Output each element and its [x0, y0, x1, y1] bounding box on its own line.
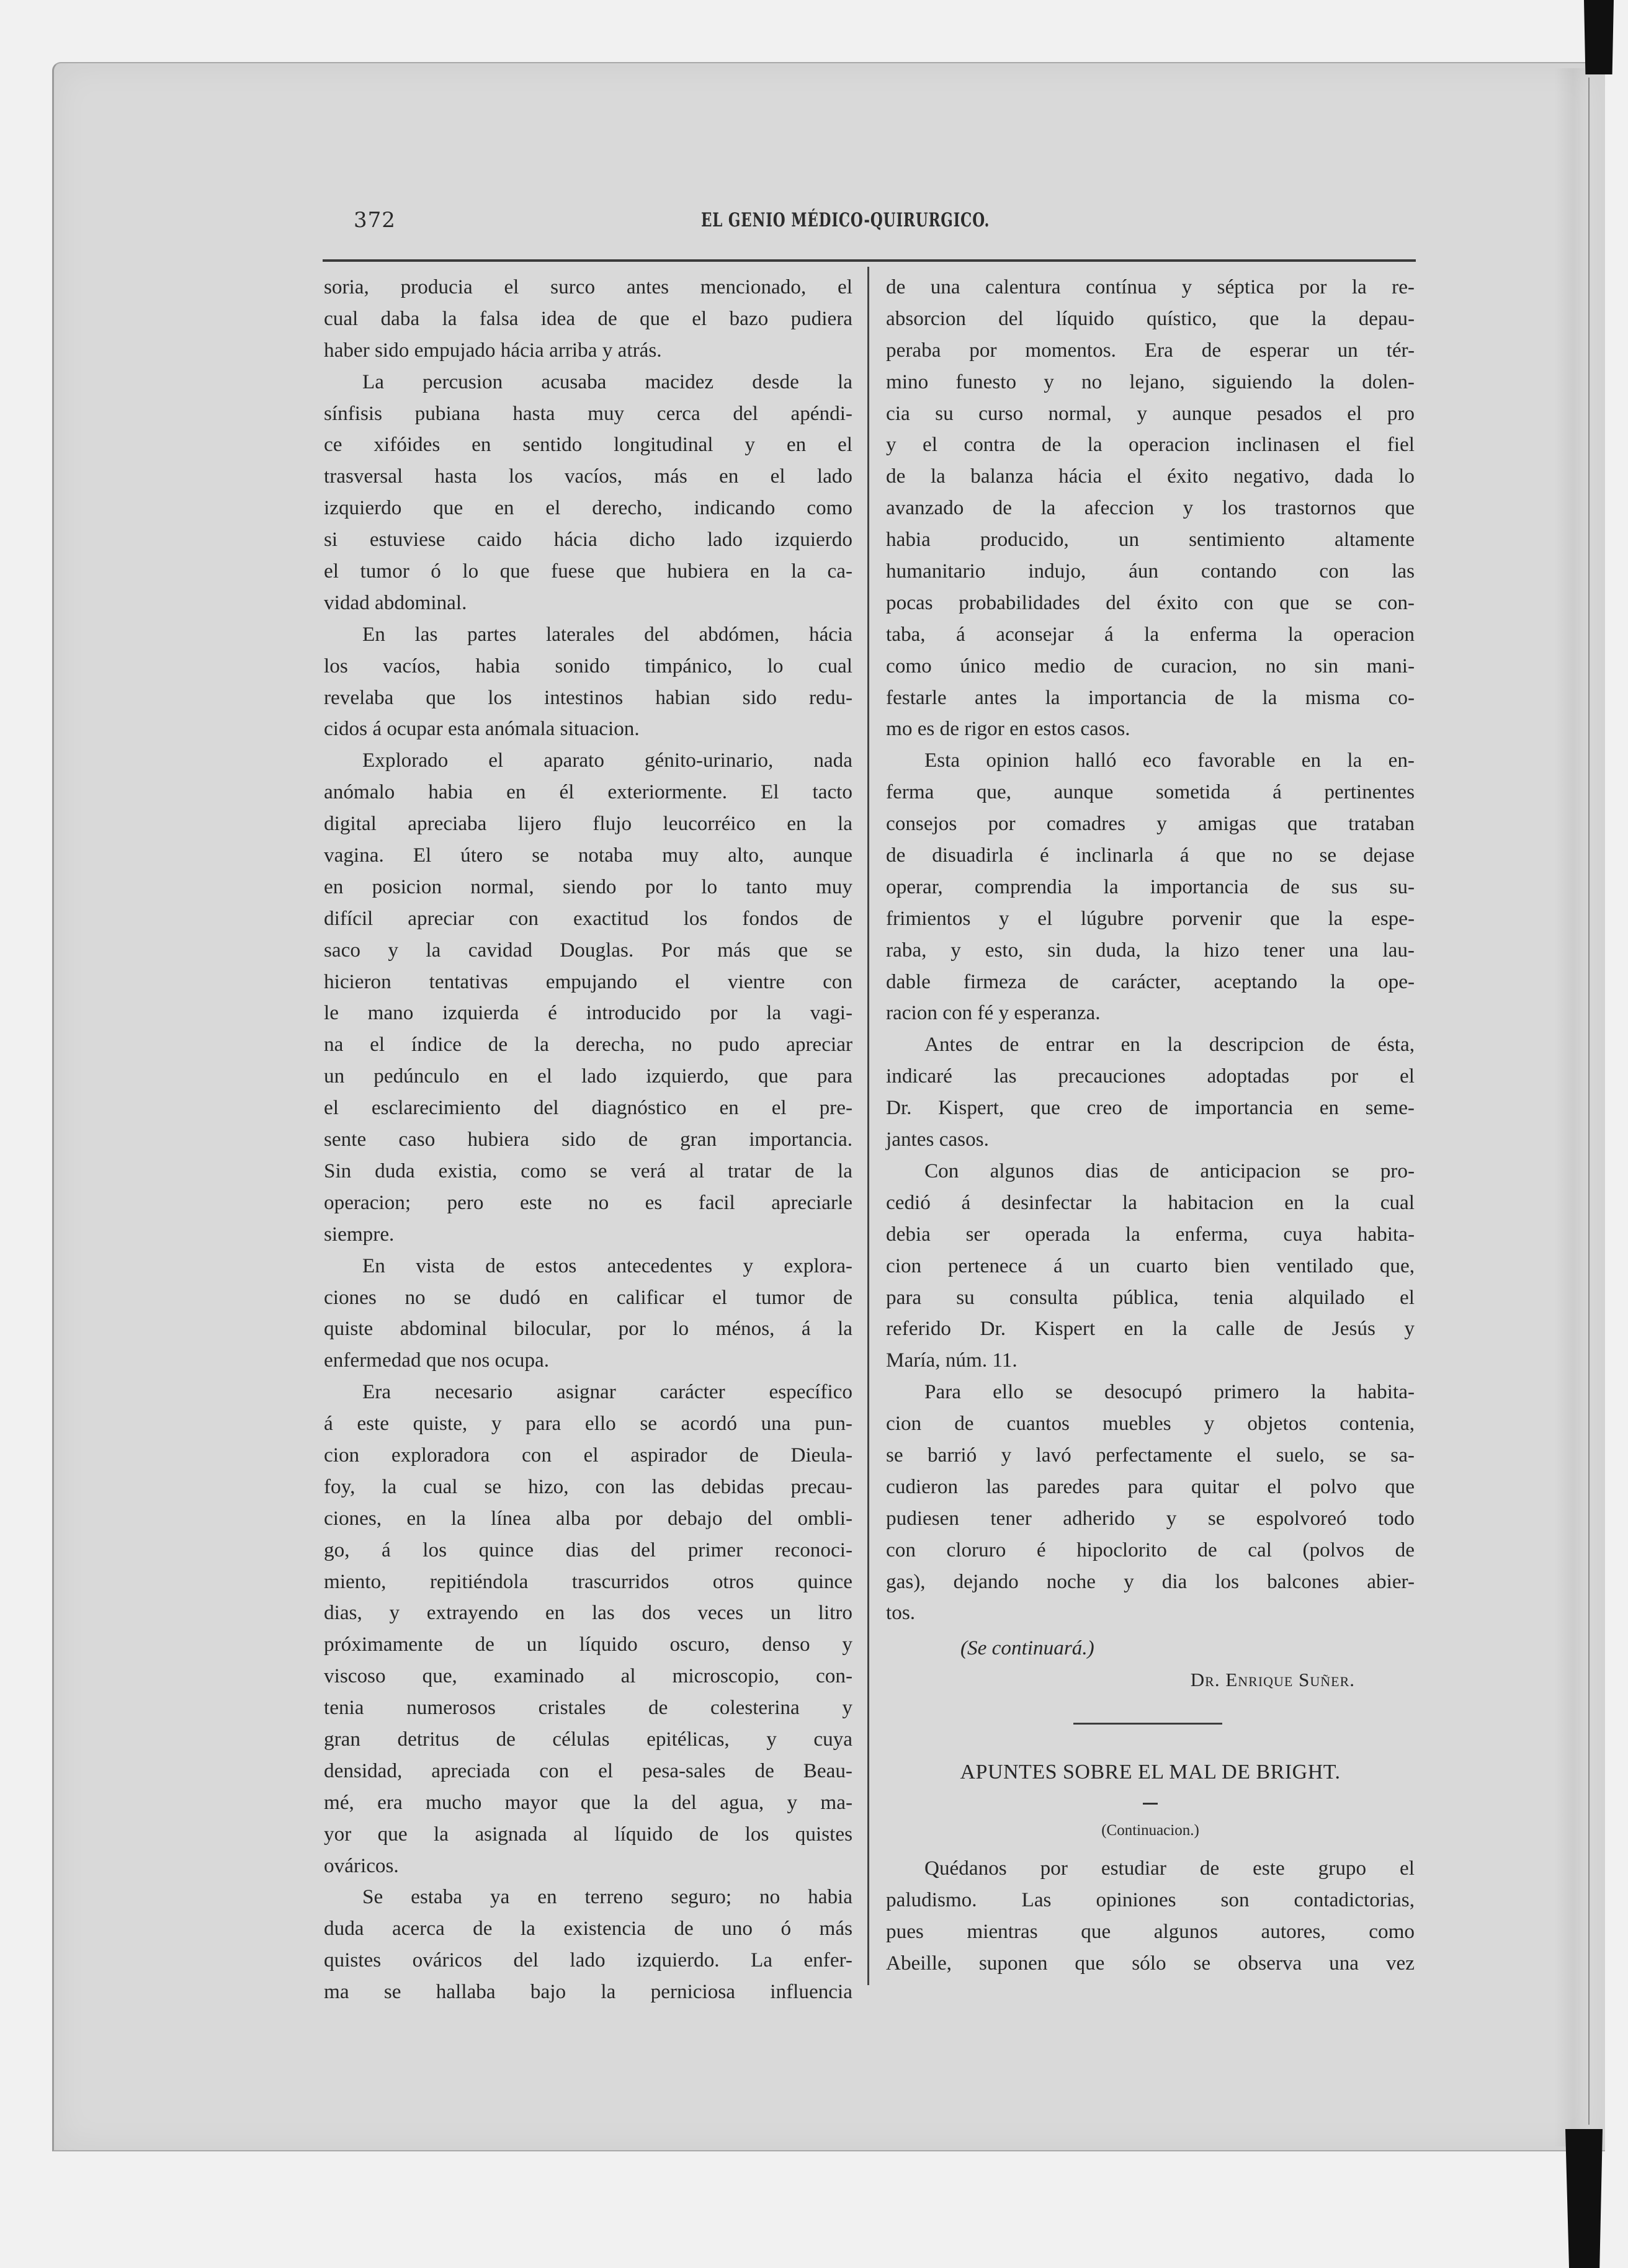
binding-strip-top: [1584, 0, 1614, 74]
text-line: enfermedad que nos ocupa.: [324, 1349, 550, 1372]
text-line: densidad, apreciada con el pesa-sales de Beau-: [324, 1759, 852, 1782]
page-number: 372: [354, 208, 396, 233]
text-line: Con algunos dias de anticipacion se pro-: [924, 1159, 1415, 1182]
journal-title: EL GENIO MÉDICO-QUIRURGICO.: [701, 209, 990, 231]
paragraph: [324, 745, 852, 1250]
text-line: de la balanza hácia el éxito negativo, dada lo: [886, 465, 1415, 488]
text-line: María, núm. 11.: [886, 1349, 1018, 1372]
text-line: sente caso hubiera sido de gran importancia.: [324, 1128, 852, 1151]
text-line: digital apreciaba lijero flujo leucorréico en la: [324, 812, 852, 836]
binding-strip-bottom: [1565, 2129, 1603, 2268]
article-title: APUNTES SOBRE EL MAL DE BRIGHT.: [960, 1761, 1341, 1784]
paragraph: [886, 1029, 1415, 1156]
text-line: debia ser operada la enferma, cuya habita-: [886, 1222, 1415, 1246]
running-header: [354, 208, 1415, 245]
text-line: ciones no se dudó en calificar el tumor de: [324, 1285, 852, 1309]
text-line: Abeille, suponen que sólo se observa una vez: [886, 1951, 1415, 1975]
paragraph: [886, 272, 1415, 745]
right-column: [886, 272, 1415, 1980]
text-line: indicaré las precauciones adoptadas por el: [886, 1065, 1415, 1088]
paragraph: [886, 1377, 1415, 1629]
text-line: Dr. Kispert, que creo de importancia en seme-: [886, 1096, 1415, 1120]
text-line: ováricos.: [324, 1854, 399, 1877]
text-line: tenia numerosos cristales de colesterina y: [324, 1696, 852, 1720]
text-line: cudieron las paredes para quitar el polvo que: [886, 1475, 1415, 1498]
text-line: habia producido, un sentimiento altamente: [886, 528, 1415, 551]
text-line: Era necesario asignar carácter específico: [362, 1380, 852, 1404]
right-column-body: [886, 272, 1415, 1629]
article-subtitle: (Continuacion.): [1101, 1822, 1199, 1839]
text-line: pues mientras que algunos autores, como: [886, 1919, 1415, 1943]
text-line: operar, comprendia la importancia de sus su-: [886, 875, 1415, 898]
text-line: viscoso que, examinado al microscopio, con-: [324, 1664, 852, 1688]
text-line: paludismo. Las opiniones son contadictorias,: [886, 1888, 1415, 1912]
text-line: cion de cuantos muebles y objetos contenia,: [886, 1412, 1415, 1435]
text-line: el tumor ó lo que fuese que hubiera en la ca-: [324, 560, 852, 583]
column-divider: [867, 267, 869, 1985]
text-line: ferma que, aunque sometida á pertinentes: [886, 780, 1415, 804]
text-line: como único medio de curacion, no sin mani-: [886, 654, 1415, 677]
text-line: quiste abdominal bilocular, por lo ménos, á la: [324, 1317, 852, 1341]
text-line: mo es de rigor en estos casos.: [886, 717, 1130, 741]
text-line: Sin duda existia, como se verá al tratar de la: [324, 1159, 852, 1182]
text-line: cedió á desinfectar la habitacion en la cual: [886, 1190, 1415, 1214]
text-line: si estuviese caido hácia dicho lado izquierdo: [324, 528, 852, 551]
text-line: Quédanos por estudiar de este grupo el: [924, 1857, 1415, 1880]
text-line: soria, producia el surco antes mencionado, el: [324, 275, 852, 298]
text-line: pocas probabilidades del éxito con que se con-: [886, 591, 1415, 614]
paragraph: [886, 1156, 1415, 1377]
text-line: dias, y extrayendo en las dos veces un litro: [324, 1601, 852, 1625]
paragraph: [324, 367, 852, 619]
text-line: cia su curso normal, y aunque pesados el pro: [886, 401, 1415, 425]
text-line: Antes de entrar en la descripcion de ésta,: [924, 1033, 1415, 1056]
text-line: jantes casos.: [886, 1128, 989, 1151]
text-line: vagina. El útero se notaba muy alto, aunque: [324, 844, 852, 867]
text-line: izquierdo que en el derecho, indicando como: [324, 496, 852, 520]
page-fold-line: [1588, 78, 1590, 2125]
header-rule: [323, 259, 1416, 262]
text-line: na el índice de la derecha, no pudo apreciar: [324, 1033, 852, 1056]
text-line: duda acerca de la existencia de uno ó más: [324, 1917, 852, 1940]
text-line: ce xifóides en sentido longitudinal y en el: [324, 433, 852, 457]
text-line: consejos por comadres y amigas que trataban: [886, 812, 1415, 836]
text-line: miento, repitiéndola trascurridos otros quince: [324, 1569, 852, 1593]
text-line: pudiesen tener adherido y se espolvoreó todo: [886, 1506, 1415, 1530]
text-line: cual daba la falsa idea de que el bazo pudiera: [324, 306, 852, 330]
text-line: Para ello se desocupó primero la habita-: [924, 1380, 1415, 1404]
text-line: y el contra de la operacion inclinasen el fiel: [886, 433, 1415, 457]
text-line: el esclarecimiento del diagnóstico en el pre-: [324, 1096, 852, 1120]
text-line: mino funesto y no lejano, siguiendo la dolen-: [886, 370, 1415, 393]
text-line: ciones, en la línea alba por debajo del ombli-: [324, 1506, 852, 1530]
text-line: difícil apreciar con exactitud los fondos de: [324, 906, 852, 930]
text-line: un pedúnculo en el lado izquierdo, que para: [324, 1065, 852, 1088]
text-line: cion pertenece á un cuarto bien ventilado que,: [886, 1254, 1415, 1277]
continuation-note: (Se continuará.): [960, 1636, 1094, 1660]
text-line: ma se hallaba bajo la perniciosa influencia: [324, 1980, 852, 2004]
text-line: operacion; pero este no es facil apreciarle: [324, 1190, 852, 1214]
paragraph: [324, 1882, 852, 2008]
text-line: foy, la cual se hizo, con las debidas precau-: [324, 1475, 852, 1498]
text-line: avanzado de la afeccion y los trastornos que: [886, 496, 1415, 520]
text-line: tos.: [886, 1601, 916, 1625]
text-line: para su consulta pública, tenia alquilado el: [886, 1285, 1415, 1309]
text-line: anómalo habia en él exteriormente. El tacto: [324, 780, 852, 804]
text-line: á este quiste, y para ello se acordó una pun-: [324, 1412, 852, 1435]
text-line: La percusion acusaba macidez desde la: [362, 370, 852, 393]
text-line: mé, era mucho mayor que la del agua, y ma-: [324, 1790, 852, 1814]
text-line: próximamente de un líquido oscuro, denso y: [324, 1633, 852, 1656]
text-line: en posicion normal, siendo por lo tanto muy: [324, 875, 852, 898]
author-signature: Dr. Enrique Suñer.: [1190, 1669, 1355, 1691]
text-line: trasversal hasta los vacíos, más en el lado: [324, 465, 852, 488]
text-line: En las partes laterales del abdómen, hácia: [362, 622, 852, 646]
text-line: hicieron tentativas empujando el vientre con: [324, 970, 852, 993]
text-line: raba, y esto, sin duda, la hizo tener una lau-: [886, 938, 1415, 962]
text-line: le mano izquierda é introducido por la vagi-: [324, 1001, 852, 1025]
text-line: racion con fé y esperanza.: [886, 1001, 1101, 1025]
title-dash: [1143, 1803, 1158, 1805]
text-line: frimientos y el lúgubre porvenir que la espe-: [886, 906, 1415, 930]
paragraph: [886, 745, 1415, 1029]
text-line: siempre.: [324, 1222, 395, 1246]
text-line: referido Dr. Kispert en la calle de Jesús y: [886, 1317, 1415, 1341]
text-line: yor que la asignada al líquido de los quistes: [324, 1822, 852, 1846]
section-separator-rule: [1073, 1723, 1222, 1725]
text-line: los vacíos, habia sonido timpánico, lo cual: [324, 654, 852, 677]
text-line: taba, á aconsejar á la enferma la operacion: [886, 622, 1415, 646]
paragraph: [324, 272, 852, 367]
text-line: sínfisis pubiana hasta muy cerca del apéndi-: [324, 401, 852, 425]
text-line: Esta opinion halló eco favorable en la en-: [924, 749, 1415, 772]
text-line: absorcion del líquido quístico, que la depau-: [886, 306, 1415, 330]
text-line: go, á los quince dias del primer reconoci-: [324, 1538, 852, 1561]
gutter-shadow: [1554, 68, 1591, 2146]
text-line: vidad abdominal.: [324, 591, 467, 614]
left-column: [324, 272, 852, 2008]
paragraph: [886, 1853, 1415, 1980]
paragraph: [324, 1377, 852, 1882]
text-line: dable firmeza de carácter, aceptando la ope-: [886, 970, 1415, 993]
text-line: quistes ováricos del lado izquierdo. La enfer-: [324, 1949, 852, 1972]
text-line: de disuadirla é inclinarla á que no se dejase: [886, 844, 1415, 867]
text-line: gran detritus de células epitélicas, y cuya: [324, 1727, 852, 1751]
article-body: [886, 1853, 1415, 1980]
text-line: saco y la cavidad Douglas. Por más que se: [324, 938, 852, 962]
text-line: se barrió y lavó perfectamente el suelo, se sa-: [886, 1443, 1415, 1467]
text-line: con cloruro é hipoclorito de cal (polvos de: [886, 1538, 1415, 1561]
paragraph: [324, 619, 852, 746]
text-line: cidos á ocupar esta anómala situacion.: [324, 717, 640, 741]
text-line: haber sido empujado hácia arriba y atrás.: [324, 338, 662, 362]
paragraph: [324, 1251, 852, 1377]
text-line: festarle antes la importancia de la misma co-: [886, 685, 1415, 709]
text-line: Se estaba ya en terreno seguro; no habia: [362, 1885, 852, 1909]
text-line: cion exploradora con el aspirador de Dieula-: [324, 1443, 852, 1467]
text-line: Explorado el aparato génito-urinario, nada: [362, 749, 852, 772]
text-line: peraba por momentos. Era de esperar un tér-: [886, 338, 1415, 362]
text-line: gas), dejando noche y dia los balcones abier-: [886, 1569, 1415, 1593]
text-line: humanitario indujo, áun contando con las: [886, 560, 1415, 583]
text-line: revelaba que los intestinos habian sido redu-: [324, 685, 852, 709]
text-line: de una calentura contínua y séptica por la re-: [886, 275, 1415, 298]
text-line: En vista de estos antecedentes y explora-: [362, 1254, 852, 1277]
